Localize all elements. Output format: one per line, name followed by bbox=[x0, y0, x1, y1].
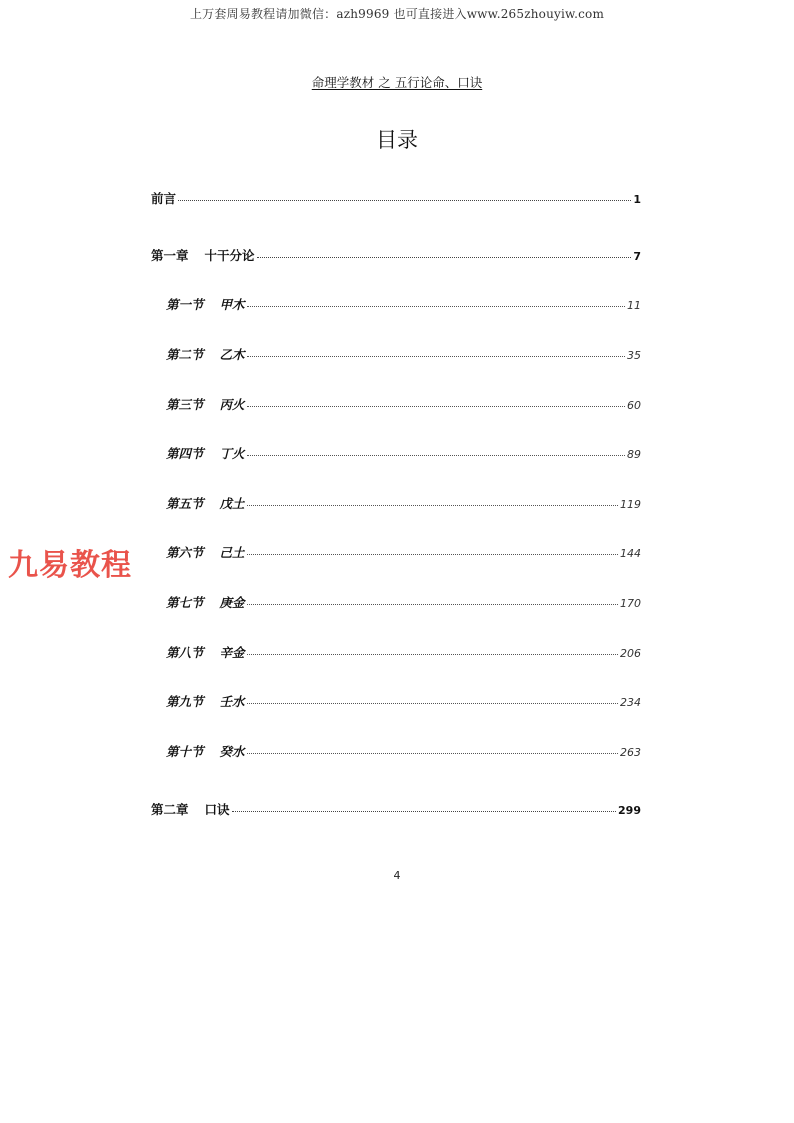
toc-entry-section[interactable] bbox=[166, 345, 641, 363]
toc-leader bbox=[247, 405, 625, 407]
toc-section-number: 第三节 bbox=[166, 397, 204, 412]
toc-section-number: 第七节 bbox=[166, 595, 204, 610]
top-banner: 上万套周易教程请加微信：azh9969 也可直接进入www.265zhouyiw.com bbox=[189, 7, 605, 21]
toc-entry-section[interactable] bbox=[166, 742, 641, 760]
toc-section-number: 第九节 bbox=[166, 694, 204, 709]
toc-leader bbox=[247, 355, 625, 357]
toc-entry-label: 戊土 bbox=[219, 496, 245, 511]
toc-section-number: 第六节 bbox=[166, 545, 204, 560]
toc-entry-label: 癸水 bbox=[219, 744, 245, 759]
toc-entry-preface[interactable] bbox=[151, 189, 641, 207]
toc-entry-chapter-2[interactable] bbox=[151, 800, 641, 818]
toc-entry-section[interactable] bbox=[166, 494, 641, 512]
toc-title: 目录 bbox=[376, 128, 418, 152]
document-header-text: 命理学教材 之 五行论命、口诀 bbox=[311, 75, 483, 90]
toc-leader bbox=[247, 702, 618, 704]
toc-entry-section[interactable] bbox=[166, 643, 641, 661]
toc-leader bbox=[247, 454, 625, 456]
toc-entry-section[interactable] bbox=[166, 395, 641, 413]
toc-page-number: 234 bbox=[620, 696, 641, 709]
toc-leader bbox=[232, 810, 617, 812]
toc-page-number: 144 bbox=[620, 547, 641, 560]
toc-page-number: 263 bbox=[620, 746, 641, 759]
toc-entry-section[interactable] bbox=[166, 444, 641, 462]
toc-entry-label: 辛金 bbox=[219, 645, 245, 660]
toc-chapter-number: 第一章 bbox=[151, 248, 189, 263]
toc-entry-label: 前言 bbox=[151, 191, 177, 206]
toc-section-number: 第十节 bbox=[166, 744, 204, 759]
toc-leader bbox=[247, 305, 625, 307]
document-header bbox=[0, 72, 794, 91]
toc-entry-section[interactable] bbox=[166, 593, 641, 611]
toc-page-number: 89 bbox=[627, 448, 641, 461]
watermark-logo: 九易教程 bbox=[8, 548, 132, 583]
toc-chapter-number: 第二章 bbox=[151, 802, 189, 817]
toc-leader bbox=[257, 256, 632, 258]
toc-page-number: 7 bbox=[633, 250, 641, 263]
toc-section-number: 第八节 bbox=[166, 645, 204, 660]
toc-entry-section[interactable] bbox=[166, 295, 641, 313]
toc-page-number: 119 bbox=[620, 498, 641, 511]
toc-entry-section[interactable] bbox=[166, 543, 641, 561]
toc-page-number: 299 bbox=[618, 804, 641, 817]
toc-entry-label: 甲木 bbox=[219, 297, 245, 312]
toc-entry-label: 己土 bbox=[219, 545, 245, 560]
toc-page-number: 60 bbox=[627, 399, 641, 412]
toc-page-number: 170 bbox=[620, 597, 641, 610]
page-number: 4 bbox=[393, 869, 401, 882]
toc-leader bbox=[247, 603, 618, 605]
toc-page-number: 11 bbox=[627, 299, 641, 312]
toc-entry-label: 口诀 bbox=[204, 802, 230, 817]
toc-leader bbox=[247, 504, 618, 506]
toc-leader bbox=[247, 553, 618, 555]
toc-entry-label: 丙火 bbox=[219, 397, 245, 412]
toc-leader bbox=[247, 752, 618, 754]
toc-entry-chapter-1[interactable] bbox=[151, 246, 641, 264]
toc-section-number: 第四节 bbox=[166, 446, 204, 461]
toc-section-number: 第一节 bbox=[166, 297, 204, 312]
toc-page-number: 206 bbox=[620, 647, 641, 660]
toc-page-number: 1 bbox=[633, 193, 641, 206]
toc-entry-label: 乙木 bbox=[219, 347, 245, 362]
toc-leader bbox=[178, 199, 631, 201]
toc-section-number: 第二节 bbox=[166, 347, 204, 362]
toc-entry-label: 壬水 bbox=[219, 694, 245, 709]
toc-entry-label: 庚金 bbox=[219, 595, 245, 610]
toc-entry-section[interactable] bbox=[166, 692, 641, 710]
toc-section-number: 第五节 bbox=[166, 496, 204, 511]
toc-entry-label: 十干分论 bbox=[204, 248, 255, 263]
toc-leader bbox=[247, 653, 618, 655]
toc-entry-label: 丁火 bbox=[219, 446, 245, 461]
toc-page-number: 35 bbox=[627, 349, 641, 362]
